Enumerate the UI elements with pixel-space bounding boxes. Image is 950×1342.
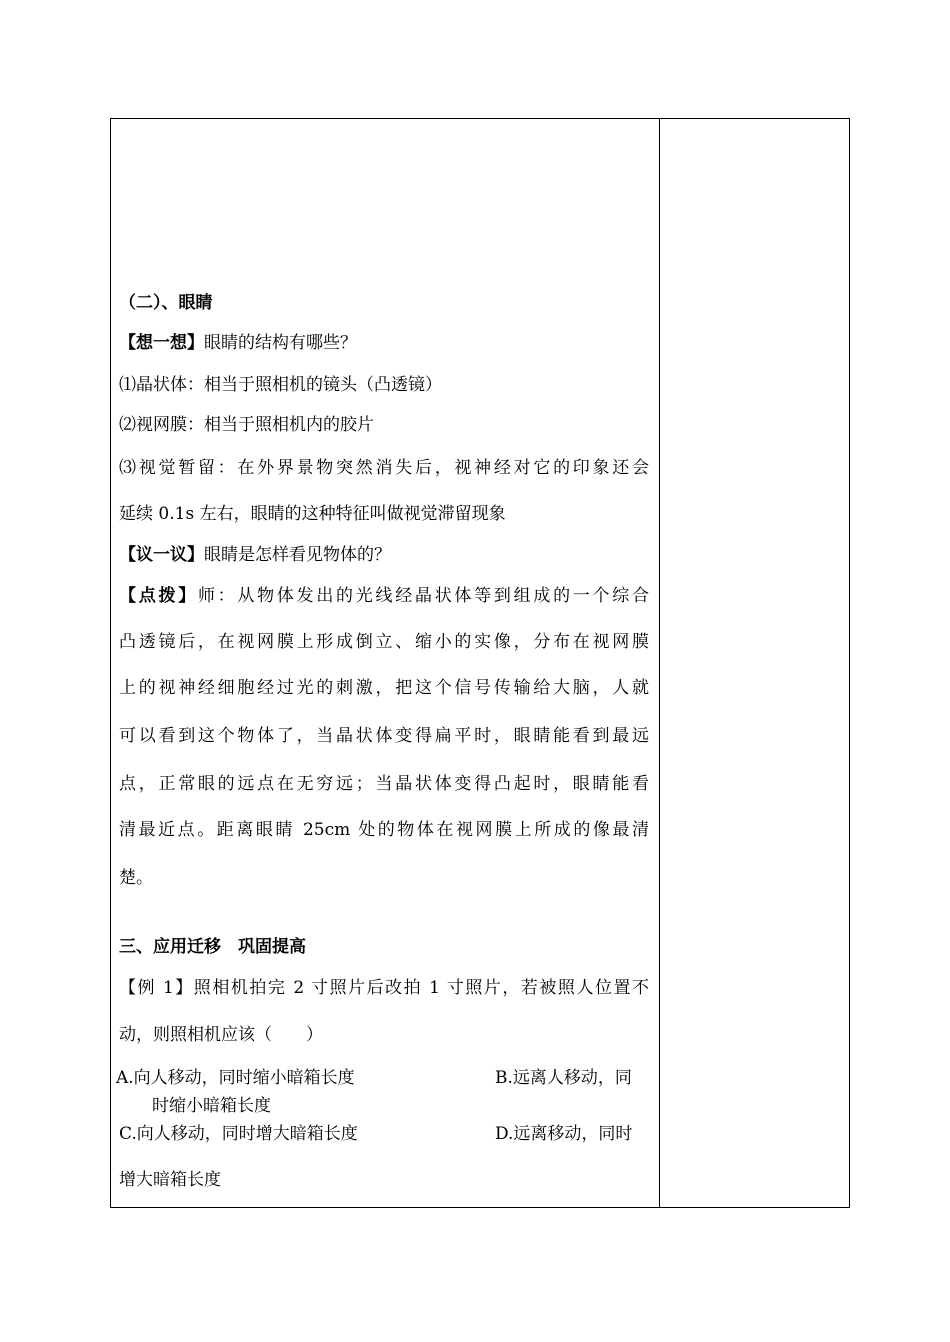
hint-line: 清最近点。距离眼睛 25cm 处的物体在视网膜上所成的像最清 — [119, 820, 649, 840]
discuss-text: 眼睛是怎样看见物体的？ — [204, 545, 391, 565]
hint-line: 楚。 — [119, 868, 153, 888]
item-lens: ⑴晶状体：相当于照相机的镜头（凸透镜） — [119, 375, 442, 395]
option-c: C.向人移动，同时增大暗箱长度 — [119, 1124, 358, 1144]
option-b-continued: 时缩小暗箱长度 — [152, 1096, 271, 1116]
option-b: B.远离人移动，同 — [495, 1068, 632, 1088]
option-a: A.向人移动，同时缩小暗箱长度 — [116, 1068, 355, 1088]
hint-line: 可以看到这个物体了，当晶状体变得扁平时，眼睛能看到最远 — [119, 726, 649, 746]
hint-line: 点，正常眼的远点在无穷远；当晶状体变得凸起时，眼睛能看 — [119, 774, 649, 794]
hint-line: 上的视神经细胞经过光的刺激，把这个信号传输给大脑，人就 — [119, 678, 649, 698]
item-persistence: ⑶视觉暂留：在外界景物突然消失后，视神经对它的印象还会 — [119, 458, 649, 478]
item-retina: ⑵视网膜：相当于照相机内的胶片 — [119, 415, 374, 435]
hint-first-line: 师：从物体发出的光线经晶状体等到组成的一个综合 — [197, 586, 650, 606]
option-d: D.远离移动，同时 — [495, 1124, 633, 1144]
section-heading-eye: （二）、眼睛 — [119, 293, 213, 313]
option-d-continued: 增大暗箱长度 — [119, 1170, 221, 1190]
item-persistence-cont: 延续 0.1s 左右，眼睛的这种特征叫做视觉滞留现象 — [119, 504, 506, 524]
example-question-line: 动，则照相机应该（ ） — [119, 1025, 323, 1045]
think-text: 眼睛的结构有哪些？ — [204, 333, 357, 353]
column-divider — [659, 118, 660, 1208]
example-question-line: 【例 1】照相机拍完 2 寸照片后改拍 1 寸照片，若被照人位置不 — [119, 978, 649, 998]
hint-tag: 【点拨】 — [119, 586, 198, 606]
discuss-tag: 【议一议】 — [119, 545, 204, 565]
section-heading-apply: 三、应用迁移 巩固提高 — [119, 937, 306, 957]
think-tag: 【想一想】 — [119, 333, 204, 353]
hint-paragraph — [119, 584, 649, 608]
discuss-paragraph — [119, 543, 391, 567]
hint-line: 凸透镜后，在视网膜上形成倒立、缩小的实像，分布在视网膜 — [119, 632, 649, 652]
think-paragraph — [119, 331, 357, 355]
